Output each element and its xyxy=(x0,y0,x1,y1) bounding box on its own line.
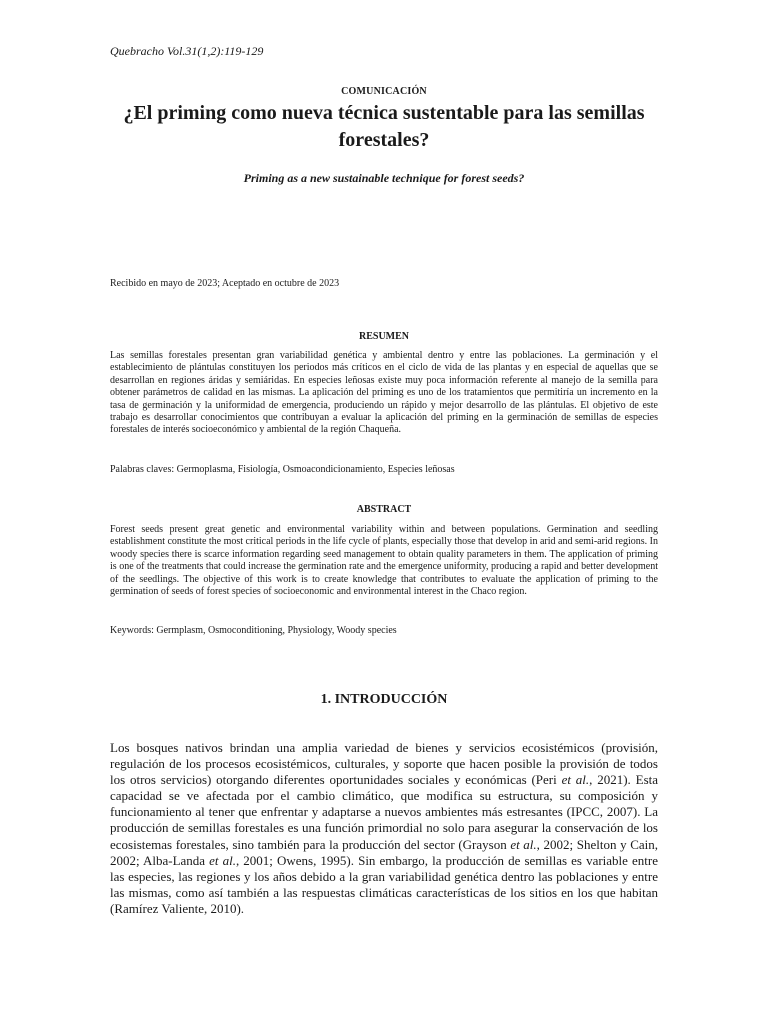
article-subtitle-english: Priming as a new sustainable technique for forest seeds? xyxy=(243,171,525,185)
article-section-label: COMUNICACIÓN xyxy=(341,86,427,97)
intro-etal: et al. xyxy=(561,772,590,788)
introduction-heading: 1. INTRODUCCIÓN xyxy=(320,692,448,707)
abstract-paragraph: Forest seeds present great genetic and environmental variability within and between populations. Germination and seedling establishment constitute the most critical periods in the life cycle of plants, especially those that develop in arid and semi-arid regions. In woody species there is scarce information regarding seed management to obtain quality parameters in them. The application of priming is one of the treatments that could increase the germination rate and the emergence uniformity, producing a rapid and better development of the seedlings. The objective of this work is to create knowledge that contributes to evaluate the application of priming to the germination of seeds of forest species of socioeconomic and environmental interest in the Chaco region. xyxy=(110,524,658,598)
intro-text: , 2021). Esta capacidad se ve afectada por el cambio climático, que modifica su estructura, su composición y funcionamiento al tener que enfrentar y adaptarse a nuevos ambientes más estresantes (IPCC, 2007). La producción de semillas forestales es una función primordial no solo para asegurar la conservación de los ecosistemas forestales, sino también para la producción del sector (Grayson xyxy=(110,772,659,852)
keywords-english: Keywords: Germplasm, Osmoconditioning, Physiology, Woody species xyxy=(110,625,397,636)
intro-etal: et al. xyxy=(209,852,236,868)
article-title: ¿El priming como nueva técnica sustentable para las semillas forestales? xyxy=(123,102,645,151)
intro-text: , 2001; Owens, 1995). Sin embargo, la producción de semillas es variable entre las especies, las regiones y los años debido a la gran variabilidad genética dentro las poblaciones y entre las mismas, como así también a las respuestas climáticas características de los sitios en los que habitan (Ramírez Valiente, 2010). xyxy=(110,852,658,916)
palabras-claves: Palabras claves: Germoplasma, Fisiología, Osmoacondicionamiento, Especies leñosas xyxy=(110,464,455,475)
resumen-heading: RESUMEN xyxy=(358,331,409,342)
intro-text: , 2002; Shelton y Cain, 2002; Alba-Landa xyxy=(110,836,658,868)
intro-text: Los bosques nativos brindan una amplia variedad de bienes y servicios ecosistémicos (provisión, regulación de los procesos ecosistémicos, culturales, y soporte que hacen posible la provisión de todos los otros servicios) otorgando diferentes oportunidades sociales y económicas (Peri xyxy=(110,740,658,788)
received-accepted-dates: Recibido en mayo de 2023; Aceptado en octubre de 2023 xyxy=(110,278,340,289)
introduction-paragraph xyxy=(110,740,658,917)
abstract-heading: ABSTRACT xyxy=(356,504,412,515)
resumen-paragraph: Las semillas forestales presentan gran variabilidad genética y ambiental dentro y entre las poblaciones. La germinación y el establecimiento de plántulas constituyen los periodos más críticos en el ciclo de vida de las plantas y en especial de aquellas que se desarrollan en regiones áridas y semiáridas. En especies leñosas existe muy poca información referente al manejo de la semilla para obtener parámetros de calidad en las mismas. La aplicación del priming es uno de los tratamientos que permitiría un incremento en la tasa de germinación y la uniformidad de emergencia, produciendo un rápido y mejor desarrollo de las plántulas. El objetivo de este trabajo es desarrollar conocimientos que contribuyan a evaluar la aplicación del priming en la germinación de semillas de especies forestales de interés socioeconómico y ambiental de la región Chaqueña. xyxy=(110,350,658,436)
journal-citation: Quebracho Vol.31(1,2):119-129 xyxy=(110,44,264,58)
intro-etal: et al. xyxy=(510,836,537,852)
